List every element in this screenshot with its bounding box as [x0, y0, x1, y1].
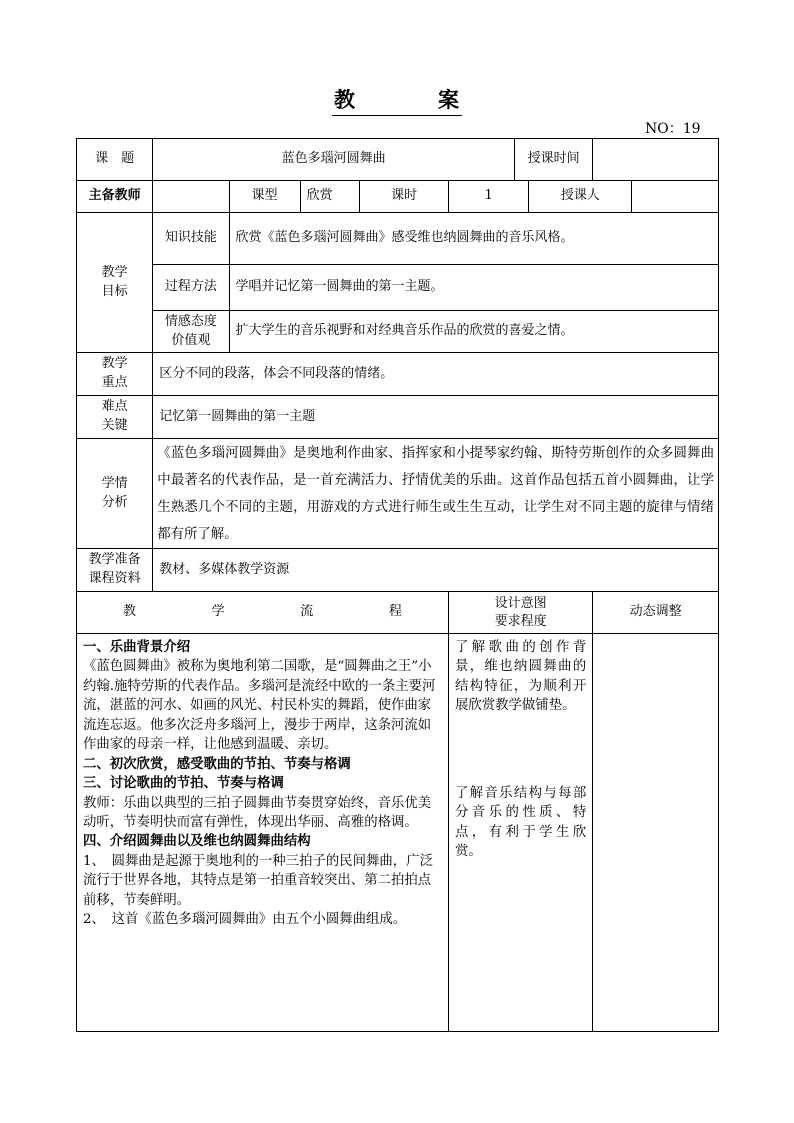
- section-2-title: 二、初次欣赏，感受歌曲的节拍、节奏与格调: [83, 755, 351, 772]
- document-number: NO：19: [645, 121, 701, 137]
- time-label: 授课时间: [514, 139, 592, 181]
- knowledge-text: 欣赏《蓝色多瑙河圆舞曲》感受维也纳圆舞曲的音乐风格。: [229, 213, 719, 265]
- row-teacher: [77, 181, 719, 213]
- row-goal-process: [77, 265, 719, 311]
- adjust-content: [593, 634, 719, 1032]
- analysis-text: 《蓝色多瑙河圆舞曲》是奥地利作曲家、指挥家和小提琴家约翰、斯特劳斯创作的众多圆舞曲中最著名的代表作品，是一首充满活力、抒情优美的乐曲。这首作品包括五首小圆舞曲，让学生熟悉几个不同的主题，用游戏的方式进行师生或生生互动，让学生对不同主题的旋律与情绪都有所了解。: [153, 439, 719, 549]
- row-difficulty: [77, 396, 719, 439]
- knowledge-label: 知识技能: [153, 213, 229, 265]
- section-3-title: 三、讨论歌曲的节拍、节奏与格调: [83, 775, 284, 792]
- document-title: 教 案: [0, 84, 794, 116]
- row-flow-header: [77, 592, 719, 634]
- lecturer-value: [632, 181, 719, 213]
- focus-label: 教学 重点: [77, 353, 153, 396]
- design-note-1: 了解歌曲的创作背景，维也纳圆舞曲的结构特征，为顺利开展欣赏教学做铺垫。: [454, 640, 587, 714]
- topic-value: 蓝色多瑙河圆舞曲: [153, 139, 515, 181]
- row-focus: [77, 353, 719, 396]
- goals-label: 教学 目标: [77, 213, 153, 353]
- flow-content: [77, 634, 449, 1032]
- row-prep: [77, 549, 719, 592]
- process-text: 学唱并记忆第一圆舞曲的第一主题。: [229, 265, 719, 311]
- adjust-header-label: 动态调整: [593, 592, 719, 634]
- row-topic: [77, 139, 719, 181]
- emotion-label: 情感态度 价值观: [153, 311, 229, 353]
- time-value: [593, 139, 719, 181]
- difficulty-text: 记忆第一圆舞曲的第一主题: [153, 396, 719, 439]
- focus-text: 区分不同的段落，体会不同段落的情绪。: [153, 353, 719, 396]
- section-1-text: 《蓝色圆舞曲》被称为奥地利第二国歌，是“圆舞曲之王”小约翰.施特劳斯的代表作品。多瑙河是流经中欧的一条主要河流，湛蓝的河水、如画的风光、村民朴实的舞蹈，使作曲家流连忘返。他多次泛舟多瑙河上，漫步于两岸，这条河流如作曲家的母亲一样，让他感到温暖、亲切。: [83, 659, 436, 753]
- prep-text: 教材、多媒体教学资源: [153, 549, 719, 592]
- section-4-item-1: 1、 圆舞曲是起源于奥地利的一种三拍子的民间舞曲，广泛流行于世界各地，其特点是第一拍重音较突出、第二拍拍点前移，节奏鲜明。: [83, 853, 433, 908]
- type-value: 欣赏: [300, 181, 360, 213]
- type-label: 课型: [229, 181, 300, 213]
- topic-label: 课 题: [77, 139, 153, 181]
- row-flow-body: [77, 634, 719, 1032]
- row-goal-emotion: [77, 311, 719, 353]
- flow-header-label: 教 学 流 程: [77, 592, 449, 634]
- design-header-label: 设计意图 要求程度: [448, 592, 592, 634]
- teacher-value: [153, 181, 229, 213]
- difficulty-label: 难点 关键: [77, 396, 153, 439]
- design-note-2: 了解音乐结构与每部分音乐的性质、特点，有利于学生欣赏。: [454, 785, 587, 860]
- design-content: [448, 634, 592, 1032]
- hours-label: 课时: [360, 181, 449, 213]
- teacher-label: 主备教师: [77, 181, 153, 213]
- lecturer-label: 授课人: [529, 181, 632, 213]
- hours-value: 1: [448, 181, 528, 213]
- section-3-text: 教师：乐曲以典型的三拍子圆舞曲节奏贯穿始终，音乐优美动听，节奏明快而富有弹性，体现出华丽、高雅的格调。: [83, 795, 432, 830]
- section-1-title: 一、乐曲背景介绍: [83, 639, 191, 655]
- row-goal-knowledge: [77, 213, 719, 265]
- prep-label: 教学准备 课程资料: [77, 549, 153, 592]
- section-4-title: 四、介绍圆舞曲以及维也纳圆舞曲结构: [83, 833, 311, 850]
- lesson-plan-table: [76, 138, 719, 1032]
- emotion-text: 扩大学生的音乐视野和对经典音乐作品的欣赏的喜爱之情。: [229, 311, 719, 353]
- row-analysis: [77, 439, 719, 549]
- section-4-item-2: 2、 这首《蓝色多瑙河圆舞曲》由五个小圆舞曲组成。: [83, 912, 407, 928]
- analysis-label: 学情 分析: [77, 439, 153, 549]
- process-label: 过程方法: [153, 265, 229, 311]
